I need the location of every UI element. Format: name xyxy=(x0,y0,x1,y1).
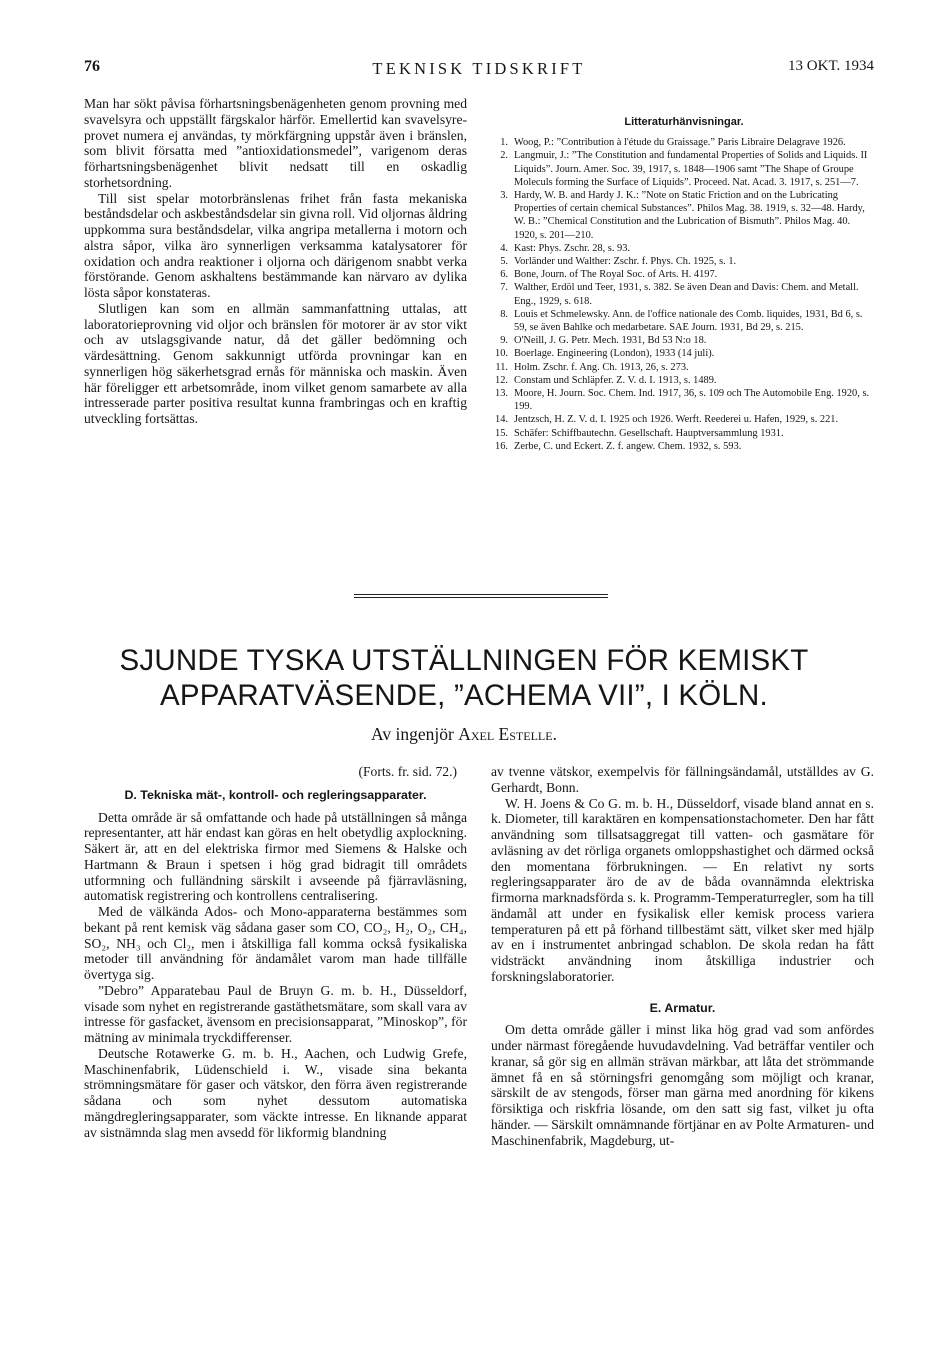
divider-rule xyxy=(354,594,608,595)
article-title-line: SJUNDE TYSKA UTSTÄLLNINGEN FÖR KEMISKT xyxy=(119,644,809,677)
reference-item xyxy=(494,136,874,149)
section-e-heading: E. Armatur. xyxy=(649,1000,716,1015)
reference-number: 14. xyxy=(495,414,508,426)
reference-item xyxy=(494,413,874,426)
paragraph: ”Debro” Apparatebau Paul de Bruyn G. m. b. H., Düsseldorf, visade som nyhet en registrerande gastäthetsmätare, som skall vara av intresse för gasfacket, ävensom en precisionsapparat, ”Minoskop”, för mätning av minimala tryckdifferenser. xyxy=(84,982,467,1045)
divider-rule xyxy=(354,597,608,598)
reference-item xyxy=(494,347,874,360)
paragraph: Slutligen kan som en allmän sammanfattning uttalas, att laboratorieprovning vid oljor och bränslen för motorer är av stor vikt och av utslagsgivande natur, då det gäller bedömning och värdesättning. Genom sakkunnigt utförda provningar kan en synnerligen hög säkerhetsgrad ernås för människa och maskin. Även här föreligger ett arbetsområde, inom vilket genom samarbete av alla intresserade parter positiva resultat kunna frambringas och en kraftig utveckling fortsättas. xyxy=(84,300,467,426)
page-number: 76 xyxy=(84,58,100,75)
reference-item xyxy=(494,374,874,387)
reference-number: 4. xyxy=(500,242,508,254)
reference-number: 8. xyxy=(500,308,508,320)
reference-text: Holm. Zschr. f. Ang. Ch. 1913, 26, s. 273. xyxy=(514,361,689,373)
paragraph: Detta område är så omfattande och hade på utställningen så många representanter, att här endast kan göras en helt obetydlig axplockning. Säkert är, att en del elektriska firmor med Siemens & Halske och Hartmann & Braun i spetsen i hög grad bidragit till områdets utformning och fulländning särskilt i avseende på fjärravläsning, automatisk registrering och kontrollens centralisering. xyxy=(84,809,467,904)
reference-text: Vorländer und Walther: Zschr. f. Phys. Ch. 1925, s. 1. xyxy=(514,256,737,268)
reference-item xyxy=(494,427,874,440)
reference-item xyxy=(494,308,874,334)
paragraph: Till sist spelar motorbränslenas frihet från fasta mekaniska beståndsdelar och askbeståndsdelar sin givna roll. Vid oljornas åldring uppkomma sura beståndsdelar, vilka angripa metallerna i motorn och alstra såpor, vilka äro synnerligen verksamma katalysatorer för oxidation och andra reaktioner i oljorna och därigenom snabbt verka förstörande. Genom askhaltens bestämmande kan närvaro av dylika lösta såpor konstateras. xyxy=(84,190,467,300)
reference-text: Zerbe, C. und Eckert. Z. f. angew. Chem. 1932, s. 593. xyxy=(514,440,742,452)
references-heading: Litteraturhänvisningar. xyxy=(624,116,744,128)
article-title-line: APPARATVÄSENDE, ”ACHEMA VII”, I KÖLN. xyxy=(160,679,768,712)
reference-item xyxy=(494,268,874,281)
paragraph: av tvenne vätskor, exempelvis för fällningsändamål, utställdes av G. Gerhardt, Bonn. xyxy=(491,764,874,795)
byline xyxy=(0,724,928,745)
paragraph: Deutsche Rotawerke G. m. b. H., Aachen, och Ludwig Grefe, Maschinenfabrik, Lüdenschield i. W., visade sina bekanta strömningsmätare för gaser och vätskor, den förra även registrerande sådana och som nyhet dessutom automatiska mängdregleringsapparater, som väckte intresse. En liknande apparat av sistnämnda slag men avsedd för likformig blandning xyxy=(84,1045,467,1140)
journal-title: TEKNISK TIDSKRIFT xyxy=(372,59,586,78)
reference-number: 5. xyxy=(500,256,508,268)
reference-item xyxy=(494,189,874,242)
reference-list xyxy=(494,136,874,453)
reference-text: Woog, P.: ”Contribution à l'étude du Graissage.” Paris Libraire Delagrave 1926. xyxy=(514,137,846,149)
page-header xyxy=(84,58,874,82)
reference-item xyxy=(494,149,874,189)
reference-text: Langmuir, J.: ”The Constitution and fundamental Properties of Solids and Liquids. II Liquids”. Journ. Amer. Soc. 39, 1917, s. 1848—1906 samt ”The Shape of Groupe Moleculs forming the Surface of Liquids”. Proceed. Nat. Acad. 3. 1917, s. 251—7. xyxy=(514,150,868,188)
paragraph: Om detta område gäller i minst lika hög grad vad som anfördes under närmast föregående huvudavdelning. Vad beträffar ventiler och kranar, så gör sig en allmän strävan märkbar, att låta det strömmande ämnet få en så störningsfri genomgång som möjligt och kranar, särskilt de av stengods, förser man gärna med anordning för kikens försiktiga och riskfria lösande, om den satt sig fast, vilket ju ofta händer. — Särskilt omnämnande förtjänar en av Polte Armaturen- und Maschinenfabrik, Magdeburg, ut- xyxy=(491,1022,874,1148)
reference-text: Kast: Phys. Zschr. 28, s. 93. xyxy=(514,242,631,254)
section-d-heading: D. Tekniska mät-, kontroll- och regleringsapparater. xyxy=(124,787,427,802)
issue-date: 13 OKT. 1934 xyxy=(788,58,874,74)
reference-item xyxy=(494,255,874,268)
reference-number: 16. xyxy=(495,440,508,452)
reference-number: 1. xyxy=(500,137,508,149)
reference-item xyxy=(494,387,874,413)
article-right-column xyxy=(491,764,874,1148)
reference-text: Walther, Erdöl und Teer, 1931, s. 382. Se även Dean and Davis: Chem. and Metall. Eng., 1929, s. 618. xyxy=(514,282,859,307)
reference-number: 11. xyxy=(495,361,508,373)
reference-item xyxy=(494,334,874,347)
references-column xyxy=(494,116,874,453)
reference-number: 9. xyxy=(500,335,508,347)
reference-text: Louis et Schmelewsky. Ann. de l'office nationale des Comb. liquides, 1931, Bd 6, s. 59, se även Bahlke och medarbetare. SAE Journ. 1931, Bd 29, s. 215. xyxy=(514,308,863,334)
reference-number: 15. xyxy=(495,427,508,439)
reference-item xyxy=(494,440,874,453)
reference-item xyxy=(494,361,874,374)
reference-number: 3. xyxy=(500,190,508,202)
article-left-column xyxy=(84,764,467,1140)
reference-text: Schäfer: Schiffbautechn. Gesellschaft. Hauptversammlung 1931. xyxy=(514,427,784,439)
reference-number: 13. xyxy=(495,388,508,400)
reference-number: 2. xyxy=(500,150,508,162)
reference-number: 7. xyxy=(500,282,508,294)
paragraph: Med de välkända Ados- och Mono-apparaterna bestämmes som bekant på rent kemisk väg sådana gaser som CO, CO₂, H₂, O₂, CH₄, SO₂, NH₃ och Cl₂, men i åtskilliga fall komma också fysikaliska metoder till användning för ändamålet varom man hade tillfälle övertyga sig. xyxy=(84,904,467,982)
continuation-note: (Forts. fr. sid. 72.) xyxy=(358,764,457,779)
article-title xyxy=(60,643,868,713)
reference-text: O'Neill, J. G. Petr. Mech. 1931, Bd 53 N:o 18. xyxy=(514,335,707,347)
paragraph: Man har sökt påvisa förhartsningsbenägenheten genom provning med svavelsyra och uppställt färgskalor härför. Emellertid kan svavelsyre-provet numera ej användas, ty mörkfärgning uppstår även i bränslen, som blivit försatta med ”antioxidationsmedel”, varigenom deras förhartsningsbenägenhet blivit nedsatt till en oskadlig storhetsordning. xyxy=(84,96,467,190)
reference-number: 12. xyxy=(495,374,508,386)
reference-text: Constam und Schläpfer. Z. V. d. I. 1913, s. 1489. xyxy=(514,374,717,386)
reference-number: 6. xyxy=(500,269,508,281)
author-name: Axel Estelle. xyxy=(458,724,557,744)
reference-item xyxy=(494,281,874,307)
reference-text: Jentzsch, H. Z. V. d. I. 1925 och 1926. Werft. Reederei u. Hafen, 1929, s. 221. xyxy=(514,414,839,426)
top-left-column xyxy=(84,96,467,427)
reference-item xyxy=(494,242,874,255)
reference-text: Bone, Journ. of The Royal Soc. of Arts. H. 4197. xyxy=(514,269,718,281)
reference-text: Boerlage. Engineering (London), 1933 (14 juli). xyxy=(514,348,715,360)
byline-prefix: Av ingenjör xyxy=(371,724,454,744)
reference-text: Moore, H. Journ. Soc. Chem. Ind. 1917, 36, s. 109 och The Automobile Eng. 1920, s. 199. xyxy=(514,388,870,413)
reference-number: 10. xyxy=(495,348,508,360)
reference-text: Hardy, W. B. and Hardy J. K.: ”Note on Static Friction and on the Lubricating Properties of certain chemical Substances”. Philos Mag. 38. 1919, s. 32—48. Hardy, W. B.: ”Chemical Constitution and the Lubrication of Bismuth”. Philos Mag. 40. 1920, s. 201—210. xyxy=(514,190,865,241)
paragraph: W. H. Joens & Co G. m. b. H., Düsseldorf, visade bland annat en s. k. Diometer, till karaktären en kompensationstachometer. Den har fått användning som tillsatsaggregat till vatten- och gasmätare för avläsning av det rörliga organets omloppshastighet och därmed också den momentana förbrukningen. — En relativt ny sorts regleringsapparater äro de av de båda ovannämnda elektriska firmorna marknadsförda s. k. Programm-Temperaturregler, som ha till ändamål att under en fysikalisk eller kemisk process variera temperaturen på ett på förhand tillbestämt sätt, vilket sker med hjälp av en i instrumentet anbringad schablon. De skola redan ha fått vidsträckt användning inom åtskilliga industrier och forskningslaboratorier. xyxy=(491,795,874,984)
